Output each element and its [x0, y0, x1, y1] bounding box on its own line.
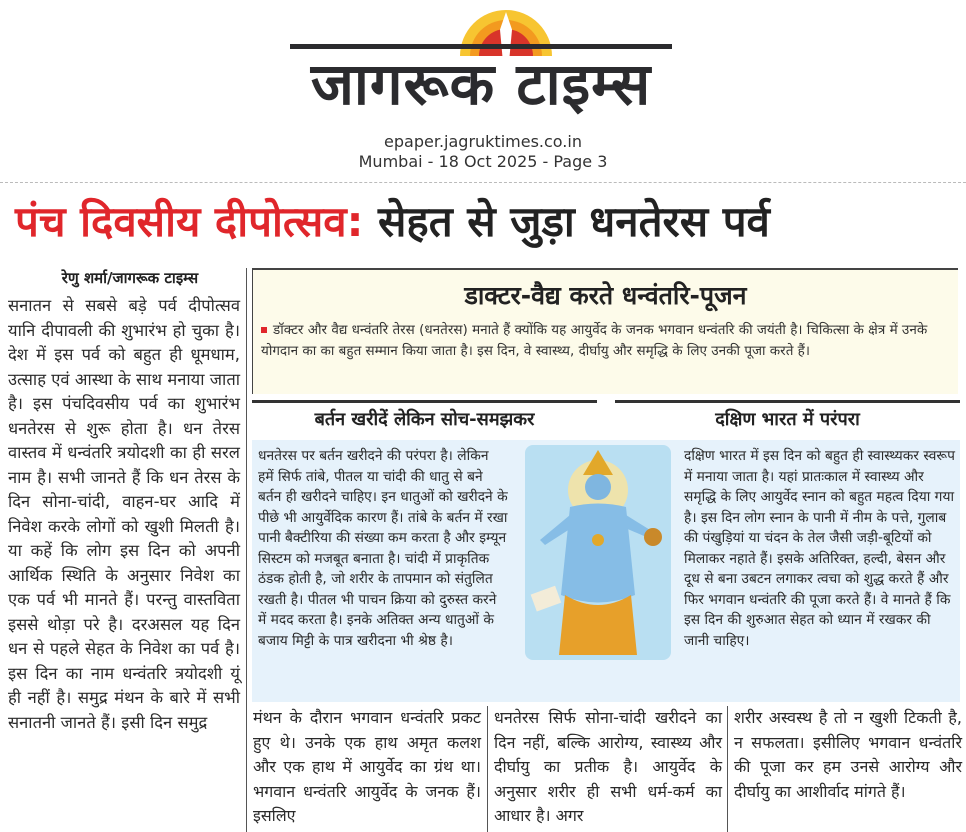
divider [0, 182, 966, 183]
headline-red: पंच दिवसीय दीपोत्सव: [15, 197, 364, 246]
box-text [261, 320, 951, 362]
page-headline [15, 190, 955, 254]
edition-info: Mumbai - 18 Oct 2025 - Page 3 [358, 152, 608, 171]
left-column-text: सनातन से सबसे बड़े पर्व दीपोत्सव यानि दीपावली की शुभारंभ हो चुका है। देश में इस पर्व को बहुत ही धूमधाम, उत्साह एवं आस्था के साथ मनाया जाता है। इस पंचदिवसीय पर्व का शुभारंभ धनतेरस से शुरू होता है। धन तेरस वास्तव में धन्वंतरि त्रयोदशी का ही सरल नाम है। सभी जानते हैं कि धन तेरस के दिन सोना-चांदी, वाहन-घर आदि में निवेश करके लोगों को खुशी मिलती है। या कहें कि लोग इस दिन को अपनी आर्थिक स्थिति के अनुसार निवेश का एक पर्व भी मानते हैं। परन्तु वास्तविता इससे थोड़ा परे है। दरअसल यह दिन धन से पहले सेहत के निवेश का पर्व है। इस दिन का नाम धन्वंतरि त्रयोदशी यूं ही नहीं है। समुद्र मंथन के बारे में सभी सनातनी जानते हैं। इसी दिन समुद्र [8, 296, 240, 732]
site-url: epaper.jagruktimes.co.in [384, 132, 582, 151]
south-india-text: दक्षिण भारत में इस दिन को बहुत ही स्वास्थ्यकर स्वरूप में मनाया जाता है। यहां प्रातःकाल में स्वास्थ्य और समृद्धि के लिए आयुर्वेद स्नान को बहुत महत्व दिया गया है। इस दिन लोग स्नान के पानी में नीम के पत्ते, गुलाब की पंखुड़ियां या चंदन के तेल जैसी जड़ी-बूटियों को मिलाकर नहाते हैं। इसके अतिरिक्त, हल्दी, बेसन और दूध से बना उबटन लगाकर त्वचा को शुद्ध करते हैं और फिर भगवान धन्वंतरि की पूजा करते हैं। वे मानते हैं कि इस दिन की शुरुआत सेहत को ध्यान में रखकर की जानी चाहिए। [684, 448, 955, 649]
headline-black: सेहत से जुड़ा धनतेरस पर्व [363, 197, 770, 246]
box-title: डाक्टर-वैद्य करते धन्वंतरि-पूजन [464, 281, 747, 310]
column-divider [727, 706, 728, 832]
bottom-column-2: धनतेरस सिर्फ सोना-चांदी खरीदने का दिन नहीं, बल्कि आरोग्य, स्वास्थ्य और दीर्घायु का प्रतीक है। आयुर्वेद के अनुसार शरीर ही सभी धर्म-कर्म का आधार है। अगर [494, 708, 722, 825]
bullet-icon [261, 327, 267, 333]
column-divider [487, 706, 488, 832]
subheading-south-india: दक्षिण भारत में परंपरा [615, 400, 960, 437]
column-divider [246, 268, 247, 832]
box-text-body: डॉक्टर और वैद्य धन्वंतरि तेरस (धनतेरस) मनाते हैं क्योंकि यह आयुर्वेद के जनक भगवान धन्वंतरि की जयंती है। चिकित्सा के क्षेत्र में उनके योगदान का का बहुत सम्मान किया जाता है। इस दिन, वे स्वास्थ्य, दीर्घायु और समृद्धि के लिए उनकी पूजा करते हैं। [261, 322, 928, 359]
masthead-info [0, 132, 966, 172]
byline: रेणु शर्मा/जागरूक टाइम्स [61, 269, 199, 287]
subheading-utensils: बर्तन खरीदें लेकिन सोच-समझकर [252, 400, 597, 437]
highlight-box [252, 268, 958, 394]
dhanvantari-image [525, 445, 671, 660]
bottom-column-1: मंथन के दौरान भगवान धन्वंतरि प्रकट हुए थे। उनके एक हाथ अमृत कलश और एक हाथ में आयुर्वेद का ग्रंथ था। भगवान धन्वंतरि आयुर्वेद के जनक हैं। इसलिए [253, 708, 481, 825]
bottom-column-3: शरीर अस्वस्थ है तो न खुशी टिकती है, न सफलता। इसीलिए भगवान धन्वंतरि की पूजा कर हम उनसे आरोग्य और दीर्घायु का आशीर्वाद मांगते हैं। [734, 708, 962, 801]
newspaper-logo: जागरूक टाइम्स [290, 44, 672, 119]
utensils-text: धनतेरस पर बर्तन खरीदने की परंपरा है। लेकिन हमें सिर्फ तांबे, पीतल या चांदी की धातु से बने बर्तन ही खरीदने चाहिए। इन धातुओं को खरीदने के पीछे भी आयुर्वेदिक कारण हैं। तांबे के बर्तन में रखा पानी बैक्टीरिया की संख्या कम करता है और इम्यून सिस्टम को मजबूत बनाता है। चांदी में प्राकृतिक ठंडक होती है, जो शरीर के तापमान को संतुलित रखती है। पीतल भी पाचन क्रिया को दुरुस्त करने में मदद करता है। इनके अतिक्त अन्य धातुओं के बजाय मिट्टी के पात्र खरीदना भी श्रेष्ठ है। [258, 448, 508, 649]
